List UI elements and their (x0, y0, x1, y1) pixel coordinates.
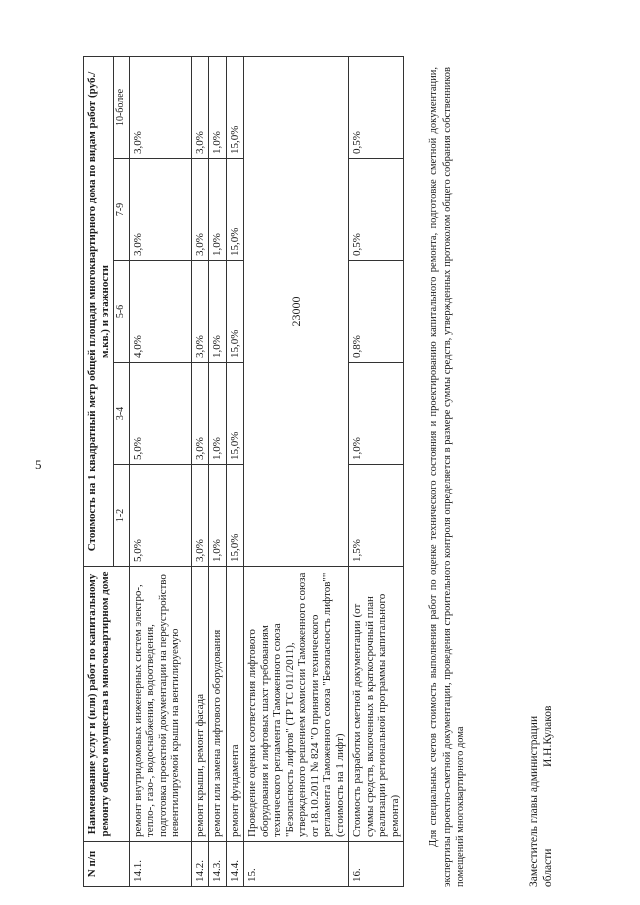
row-name: ремонт крыши, ремонт фасада (191, 567, 209, 842)
row-value: 1,0% (349, 363, 404, 465)
table-header-row (84, 56, 114, 886)
row-value: 3,0% (191, 56, 209, 158)
header-name: Наименование услуг и (или) работ по капитальному ремонту общего имущества в многоквартирном доме (84, 567, 130, 842)
table-row (226, 56, 244, 886)
table-row (129, 56, 191, 886)
table-row (244, 56, 349, 886)
cost-table (83, 56, 404, 887)
row-value: 3,0% (191, 363, 209, 465)
row-name: ремонт фундамента (226, 567, 244, 842)
note-paragraph (427, 67, 468, 887)
row-num: 14.1. (129, 842, 191, 887)
row-value: 1,0% (209, 261, 227, 363)
row-value: 15,0% (226, 56, 244, 158)
header-floor: 7-9 (114, 159, 130, 261)
row-merged-value: 23000 (244, 56, 349, 566)
page-number: 5 (35, 457, 42, 472)
row-num: 15. (244, 842, 349, 887)
row-num: 14.3. (209, 842, 227, 887)
cost-table-container (83, 57, 404, 887)
row-value: 5,0% (129, 465, 191, 567)
row-value: 3,0% (191, 261, 209, 363)
row-value: 15,0% (226, 261, 244, 363)
row-value: 15,0% (226, 159, 244, 261)
header-cost-title: Стоимость на 1 квадратный метр общей площади многоквартирного дома по видам работ (руб./м.кв.) и этажности (84, 56, 114, 566)
row-value: 5,0% (129, 363, 191, 465)
row-value: 15,0% (226, 465, 244, 567)
row-value: 1,0% (209, 159, 227, 261)
row-name: Проведение оценки соответствия лифтового оборудования и лифтовых шахт требованиям технического регламента Таможенного союза "Безопасность лифтов" (ТР ТС 011/2011), утвержденного решением комиссии Таможенного союза от 18.10.2011 № 824 "О принятии технического регламента Таможенного союза "Безопасность лифтов"" (стоимость на 1 лифт) (244, 567, 349, 842)
row-name: ремонт внутридомовых инженерных систем электро-, тепло-, газо-, водоснабжения, водоотведения, подготовка проектной документации на переустройство невентилируемой крыши на вентилируемую (129, 567, 191, 842)
row-value: 3,0% (191, 465, 209, 567)
signature-position-cont: области (542, 848, 554, 887)
row-value: 0,5% (349, 56, 404, 158)
row-value: 1,0% (209, 363, 227, 465)
table-row (349, 56, 404, 886)
row-value: 3,0% (191, 159, 209, 261)
row-value: 1,5% (349, 465, 404, 567)
header-num: N п/п (84, 842, 130, 887)
row-value: 0,8% (349, 261, 404, 363)
row-num: 16. (349, 842, 404, 887)
row-value: 15,0% (226, 363, 244, 465)
row-value: 3,0% (129, 56, 191, 158)
row-value: 1,0% (209, 56, 227, 158)
row-name: ремонт или замена лифтового оборудования (209, 567, 227, 842)
signature-name: И.Н.Кулаков (542, 705, 554, 767)
note-text: Для специальных счетов стоимость выполнения работ по оценке технического состояния и проектированию капитального ремонта, подготовке сметной документации, экспертизы проектно-сметной документации, проведения строительного контроля определяется в размере суммы средств, утвержденных протоколом общего собрания собственников помещений многоквартирного дома (428, 67, 466, 887)
header-floor: 3-4 (114, 363, 130, 465)
row-value: 0,5% (349, 159, 404, 261)
row-value: 1,0% (209, 465, 227, 567)
table-row (191, 56, 209, 886)
row-name: Стоимость разработки сметной документации (от суммы средств, включенных в краткосрочный план реализации региональной программы капитального ремонта) (349, 567, 404, 842)
row-num: 14.4. (226, 842, 244, 887)
table-row (209, 56, 227, 886)
header-floor: 5-6 (114, 261, 130, 363)
signature-position: Заместитель главы администрации (528, 715, 540, 887)
row-value: 4,0% (129, 261, 191, 363)
row-value: 3,0% (129, 159, 191, 261)
signature-block (527, 705, 555, 887)
header-floor: 10-более (114, 56, 130, 158)
row-num: 14.2. (191, 842, 209, 887)
header-floor: 1-2 (114, 465, 130, 567)
